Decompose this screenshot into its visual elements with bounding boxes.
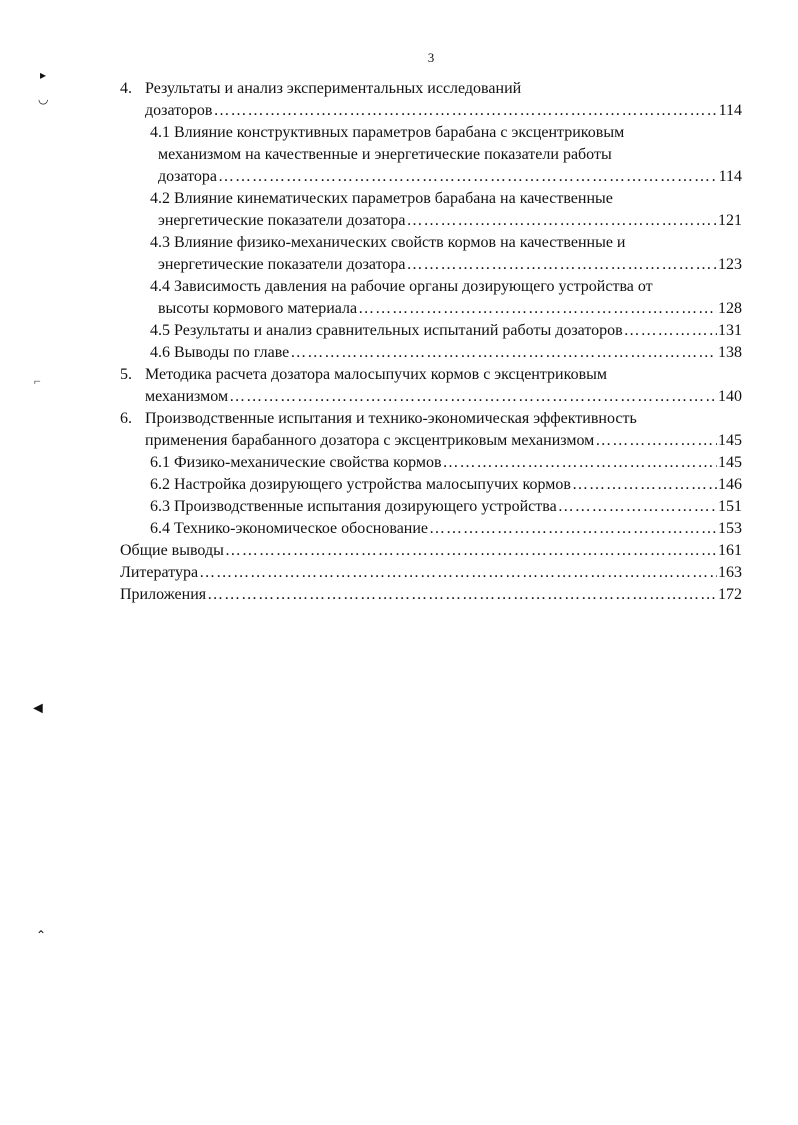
toc-entry-conclusions[interactable] [120,540,742,562]
chapter-number: 4. [120,80,132,97]
dot-leader [213,100,717,122]
scan-mark: ▸ [40,68,47,82]
entry-title-last-line: 6.2 Настройка дозирующего устройства малосыпучих кормов [150,476,571,493]
entry-title-last-line: механизмом [145,388,229,405]
chapter-number: 6. [120,410,132,427]
entry-title-last-line: высоты кормового материала [158,300,358,317]
dot-leader [407,254,718,276]
entry-title-line: Результаты и анализ экспериментальных исследований [145,80,522,97]
toc-entry-4-2[interactable] [120,188,742,232]
dot-leader [290,342,717,364]
toc-entry-appendices[interactable] [120,584,742,606]
entry-title-last-line: энергетические показатели дозатора [158,212,406,229]
dot-leader [199,562,717,584]
page-ref: 114 [718,102,742,119]
entry-title-last-line: Приложения [120,586,207,603]
entry-title-last-line: Литература [120,564,199,581]
entry-title-last-line: 4.6 Выводы по главе [150,344,290,361]
scan-mark: ⌃ [36,928,47,942]
scan-mark: ◡ [38,92,49,106]
entry-title-last-line: дозатора [158,168,218,185]
page-ref: 172 [718,586,742,603]
entry-title-last-line: 6.3 Производственные испытания дозирующего устройства [150,498,557,515]
page-ref: 140 [718,388,742,405]
dot-leader [572,474,717,496]
entry-title-line: 4.3 Влияние физико-механических свойств кормов на качественные и [150,234,626,251]
entry-title-last-line: применения барабанного дозатора с эксцентриковым механизмом [145,432,595,449]
dot-leader [218,166,718,188]
page-ref: 121 [718,212,742,229]
entry-title-line: 4.1 Влияние конструктивных параметров барабана с эксцентриковым [150,124,625,141]
toc-entry-chapter-5[interactable] [120,364,742,408]
entry-title-last-line: Общие выводы [120,542,224,559]
page-ref: 128 [718,300,742,317]
toc-entry-4-1[interactable] [120,122,742,188]
page-ref: 163 [718,564,742,581]
chapter-number: 5. [120,366,132,383]
page-ref: 138 [718,344,742,361]
page-ref: 161 [718,542,742,559]
toc-entry-chapter-4[interactable] [120,78,742,122]
scan-mark: ◄ [30,700,46,717]
entry-title-line: Производственные испытания и технико-экономическая эффективность [145,410,637,427]
dot-leader [407,210,718,232]
page-ref: 145 [718,432,742,449]
toc-entry-4-4[interactable] [120,276,742,320]
entry-title-last-line: 6.4 Технико-экономическое обоснование [150,520,429,537]
entry-title-line: 4.2 Влияние кинематических параметров барабана на качественные [150,190,613,207]
page-ref: 151 [718,498,742,515]
entry-title-last-line: дозаторов [145,102,213,119]
toc-entry-literature[interactable] [120,562,742,584]
page-ref: 145 [718,454,742,471]
dot-leader [229,386,717,408]
page-ref: 114 [718,168,742,185]
toc-entry-chapter-6[interactable] [120,408,742,452]
page-ref: 123 [718,256,742,273]
dot-leader [558,496,717,518]
page-ref: 153 [718,520,742,537]
scan-mark: ⌐ [34,374,41,388]
page-ref: 146 [718,476,742,493]
toc-entry-6-4[interactable] [120,518,742,540]
toc-entry-4-3[interactable] [120,232,742,276]
toc-entry-4-5[interactable] [120,320,742,342]
toc-entry-6-3[interactable] [120,496,742,518]
entry-title-line: механизмом на качественные и энергетические показатели работы [158,146,612,163]
entry-title-last-line: 4.5 Результаты и анализ сравнительных испытаний работы дозаторов [150,322,623,339]
dot-leader [624,320,717,342]
page-ref: 131 [718,322,742,339]
toc-entry-6-2[interactable] [120,474,742,496]
dot-leader [443,452,717,474]
dot-leader [429,518,717,540]
table-of-contents [120,78,742,606]
dot-leader [207,584,717,606]
entry-title-last-line: энергетические показатели дозатора [158,256,406,273]
dot-leader [358,298,717,320]
dot-leader [225,540,717,562]
entry-title-line: Методика расчета дозатора малосыпучих кормов с эксцентриковым [145,366,607,383]
entry-title-last-line: 6.1 Физико-механические свойства кормов [150,454,442,471]
page-number: 3 [427,50,435,65]
toc-entry-6-1[interactable] [120,452,742,474]
dot-leader [595,430,717,452]
toc-entry-4-6[interactable] [120,342,742,364]
entry-title-line: 4.4 Зависимость давления на рабочие органы дозирующего устройства от [150,278,653,295]
